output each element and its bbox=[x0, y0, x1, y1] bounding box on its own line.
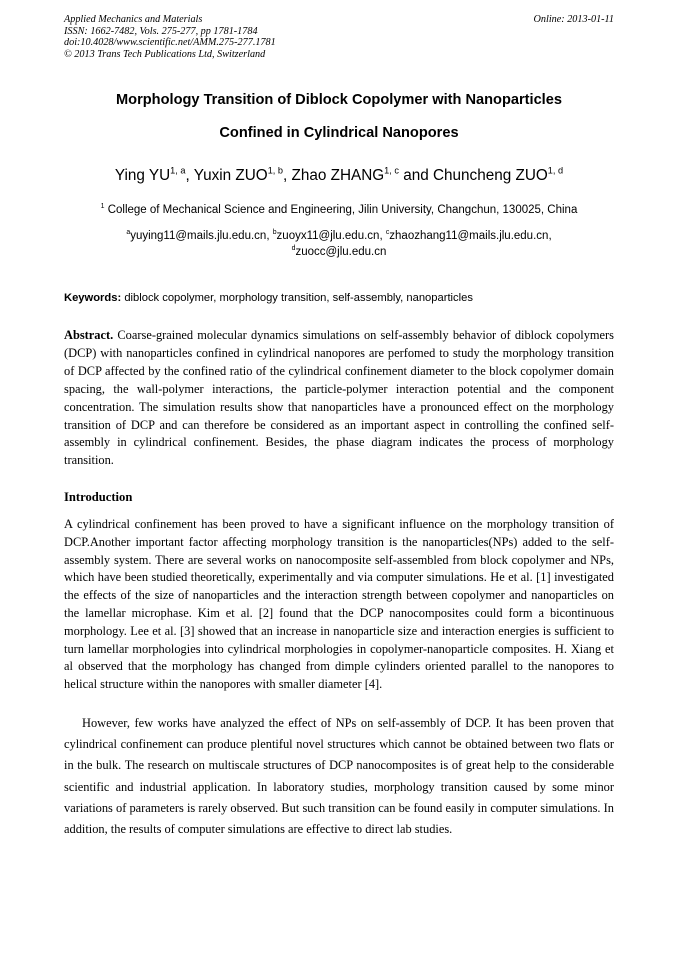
paper-title-line-2: Confined in Cylindrical Nanopores bbox=[219, 125, 459, 141]
email: $^d$zuocc@jlu.edu.cn bbox=[291, 245, 387, 258]
author: Yuxin ZUO$^{1, b}$, bbox=[193, 165, 292, 184]
online-date: Online: 2013-01-11 bbox=[533, 14, 614, 25]
abstract-label: Abstract. bbox=[64, 328, 114, 342]
email: $^c$zhaozhang11@mails.jlu.edu.cn, bbox=[385, 229, 552, 242]
affiliation: $^1$ College of Mechanical Science and Engineering, Jilin University, Changchun, 130025, China bbox=[100, 203, 578, 216]
abstract-text: Coarse-grained molecular dynamics simulations on self-assembly behavior of diblock copolymers (DCP) with nanoparticles confined in cylindrical nanopores are perfomed to study the morphology transition of DCP affected by the confined ratio of the cylindrical confinement diameter to the block copolymer domain spacing, the wall-polymer interactions, the particle-polymer interaction potential and the component concentration. The simulation results show that nanoparticles have a pronounced effect on the morphology transition of DCP and can therefore be considered as an important aspect in controlling the confined self-assembly in cylindrical confinement. Besides, the phase diagram indicates the process of morphology transition. bbox=[64, 328, 614, 468]
intro-paragraph-2: However, few works have analyzed the effect of NPs on self-assembly of DCP. It has been proven that cylindrical confinement can produce plentiful novel structures which cannot be obtained between two flats or in the bulk. The research on multiscale structures of DCP nanocomposites is of great help to the considerable scientific and industrial application. In laboratory studies, morphology transition caused by some minor variations of parameters is rarely observed. But such transition can be found easily in computer simulations. In addition, the results of computer simulations are effective to direct lab studies. bbox=[64, 716, 614, 837]
journal-name: Applied Mechanics and Materials bbox=[64, 14, 203, 25]
doi-line: doi:10.4028/www.scientific.net/AMM.275-277.1781 bbox=[64, 37, 276, 48]
issn-line: ISSN: 1662-7482, Vols. 275-277, pp 1781-1784 bbox=[64, 25, 258, 37]
email: $^a$yuying11@mails.jlu.edu.cn, bbox=[126, 229, 273, 242]
keywords-label: Keywords: bbox=[64, 292, 122, 304]
section-heading-introduction: Introduction bbox=[64, 490, 133, 504]
author: Zhao ZHANG$^{1, c}$ and bbox=[291, 165, 433, 184]
author: Chuncheng ZUO$^{1, d}$ bbox=[432, 165, 564, 184]
keywords bbox=[64, 292, 614, 304]
author-emails bbox=[64, 228, 614, 260]
keywords-text: diblock copolymer, morphology transition, self-assembly, nanoparticles bbox=[124, 292, 473, 304]
author: Ying YU$^{1, a}$, bbox=[114, 165, 194, 184]
paper-title-line-1: Morphology Transition of Diblock Copolymer with Nanoparticles bbox=[116, 92, 562, 108]
journal-header bbox=[64, 14, 614, 60]
intro-paragraph-1: A cylindrical confinement has been proved to have a significant influence on the morphology transition of DCP.Another important factor affecting morphology transition is the nanoparticles(NPs) added to the self-assembly system. There are several works on nanocomposite self-assembled from block copolymer and NPs, which have been studied theoretically, experimentally and via computer simulations. He et al. [1] investigated the effects of the size of nanoparticles and the interaction strength between copolymer and nanoparticles on the lamellar microphase. Kim et al. [2] found that the DCP nanocomposites could form a bicontinuous morphology. Lee et al. [3] showed that an increase in nanoparticle size and interaction energies is sufficient to turn lamellar morphologies into cylindrical morphologies in copolymer-nanoparticle composites. H. Xiang et al observed that the morphology has changed from dimple cylinders oriented parallel to the nanopores to helical structure within the nanopores with smaller diameter [4]. bbox=[64, 517, 614, 692]
abstract bbox=[64, 327, 614, 470]
email: $^b$zuoyx11@jlu.edu.cn, bbox=[272, 229, 386, 242]
author-list bbox=[64, 167, 614, 185]
copyright-line: © 2013 Trans Tech Publications Ltd, Switzerland bbox=[64, 48, 266, 60]
